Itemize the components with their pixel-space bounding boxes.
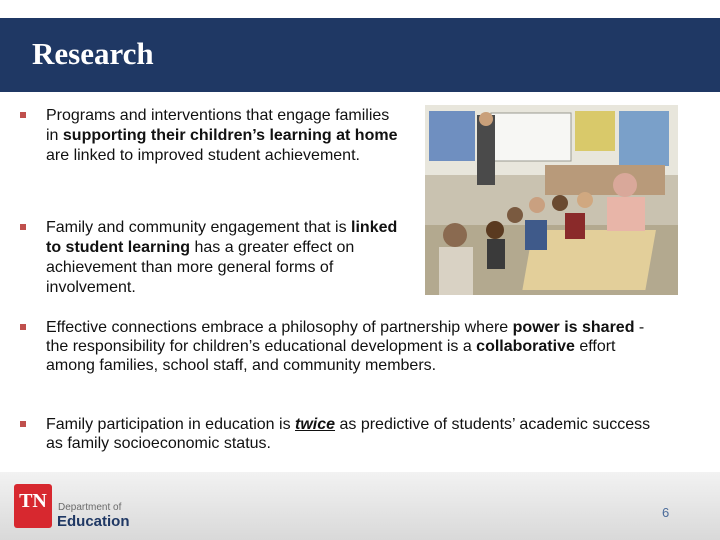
bullet-marker (20, 324, 26, 330)
bullet-text: Family participation in education is twice as predictive of students’ academic success as family socioeconomic status. (46, 416, 651, 452)
bullet-marker (20, 421, 26, 427)
bullet-text: Family and community engagement that is linked to student learning has a greater effect on achievement than more general forms of involvement. (46, 219, 398, 296)
bullet-text: Effective connections embrace a philosophy of partnership where power is shared - the responsibility for children’s educational development is a collaborative effort among families, school staff, and community members. (46, 319, 645, 374)
classroom-photo (425, 105, 678, 295)
slide-number: 6 (662, 505, 670, 520)
tn-logo-text: TN (19, 490, 47, 512)
logo-education: Education (57, 513, 130, 530)
logo-department-of: Department of (58, 502, 122, 513)
bullet-marker (20, 112, 26, 118)
bullet-text: Programs and interventions that engage families in supporting their children’s learning at home are linked to improved student achievement. (46, 107, 398, 164)
bullet-marker (20, 224, 26, 230)
slide-title: Research (32, 36, 154, 71)
